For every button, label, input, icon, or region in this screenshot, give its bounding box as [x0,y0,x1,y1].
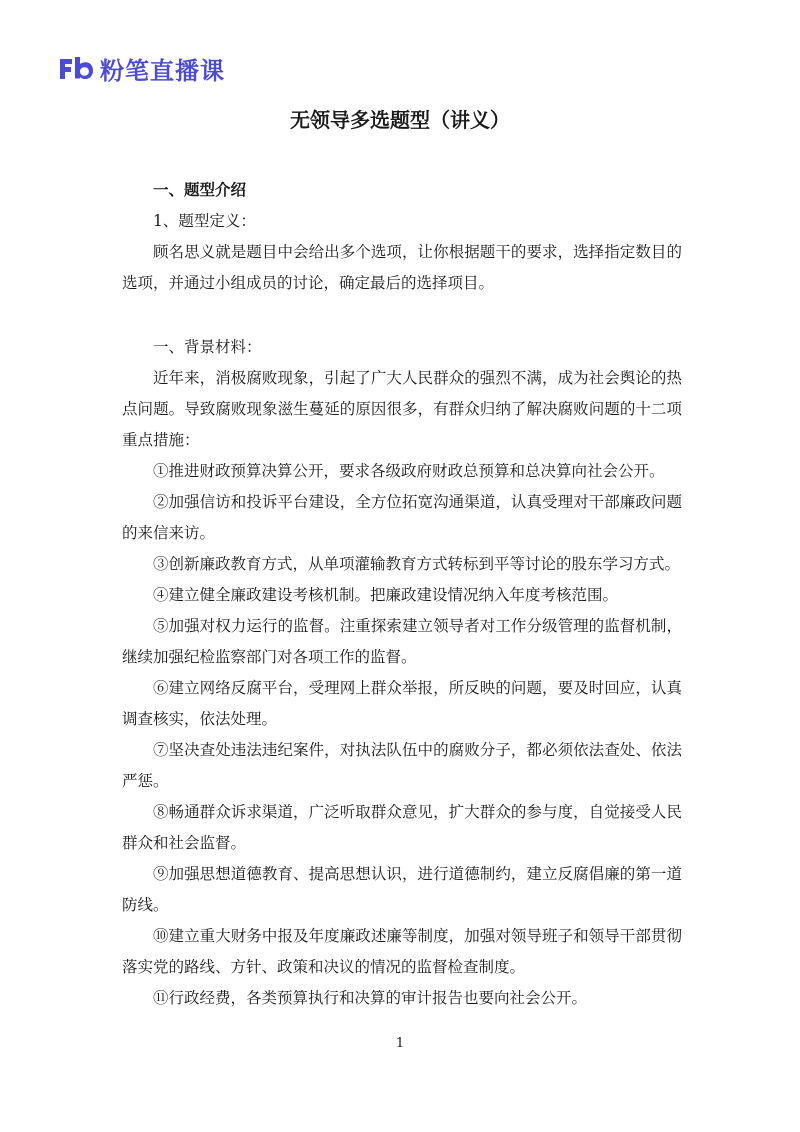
measure-item: ⑥建立网络反腐平台，受理网上群众举报，所反映的问题，要及时回应，认真调查核实，依法处理。 [122,679,682,728]
brand-name: 粉笔直播课 [100,56,225,85]
measure-item: ⑩建立重大财务中报及年度廉政述廉等制度，加强对领导班子和领导干部贯彻落实党的路线、方针、政策和决议的情况的监督检查制度。 [122,927,682,976]
fb-logo-icon [58,55,94,81]
measure-item: ③创新廉政教育方式，从单项灌输教育方式转标到平等讨论的股东学习方式。 [153,555,681,573]
measure-item: ④建立健全廉政建设考核机制。把廉政建设情况纳入年度考核范围。 [153,586,619,604]
measure-item: ①推进财政预算决算公开，要求各级政府财政总预算和总决算向社会公开。 [153,462,665,480]
brand-logo [58,52,225,84]
definition-text: 顾名思义就是题目中会给出多个选项，让你根据题干的要求，选择指定数目的选项，并通过小组成员的讨论，确定最后的选择项目。 [122,243,682,292]
document-body [122,172,682,1014]
document-title: 无领导多选题型（讲义） [290,108,510,132]
measure-item: ②加强信访和投诉平台建设，全方位拓宽沟通渠道，认真受理对干部廉政问题的来信来访。 [122,493,682,542]
measure-item: ⑧畅通群众诉求渠道，广泛听取群众意见，扩大群众的参与度，自觉接受人民群众和社会监督。 [122,803,682,852]
measure-item: ⑤加强对权力运行的监督。注重探索建立领导者对工作分级管理的监督机制，继续加强纪检监察部门对各项工作的监督。 [122,617,682,666]
background-label: 一、背景材料： [153,338,262,356]
measure-item: ⑪行政经费，各类预算执行和决算的审计报告也要向社会公开。 [153,989,588,1007]
background-text: 近年来，消极腐败现象，引起了广大人民群众的强烈不满，成为社会舆论的热点问题。导致腐败现象滋生蔓延的原因很多，有群众归纳了解决腐败问题的十二项重点措施： [122,369,682,449]
measure-item: ⑨加强思想道德教育、提高思想认识，进行道德制约，建立反腐倡廉的第一道防线。 [122,865,682,914]
definition-label: 1、题型定义： [153,212,256,230]
measure-item: ⑦坚决查处违法违纪案件，对执法队伍中的腐败分子，都必须依法查处、依法严惩。 [122,741,682,790]
paragraph-gap [122,299,682,332]
section-heading: 一、题型介绍 [153,181,247,199]
page-number: 1 [395,1036,405,1051]
